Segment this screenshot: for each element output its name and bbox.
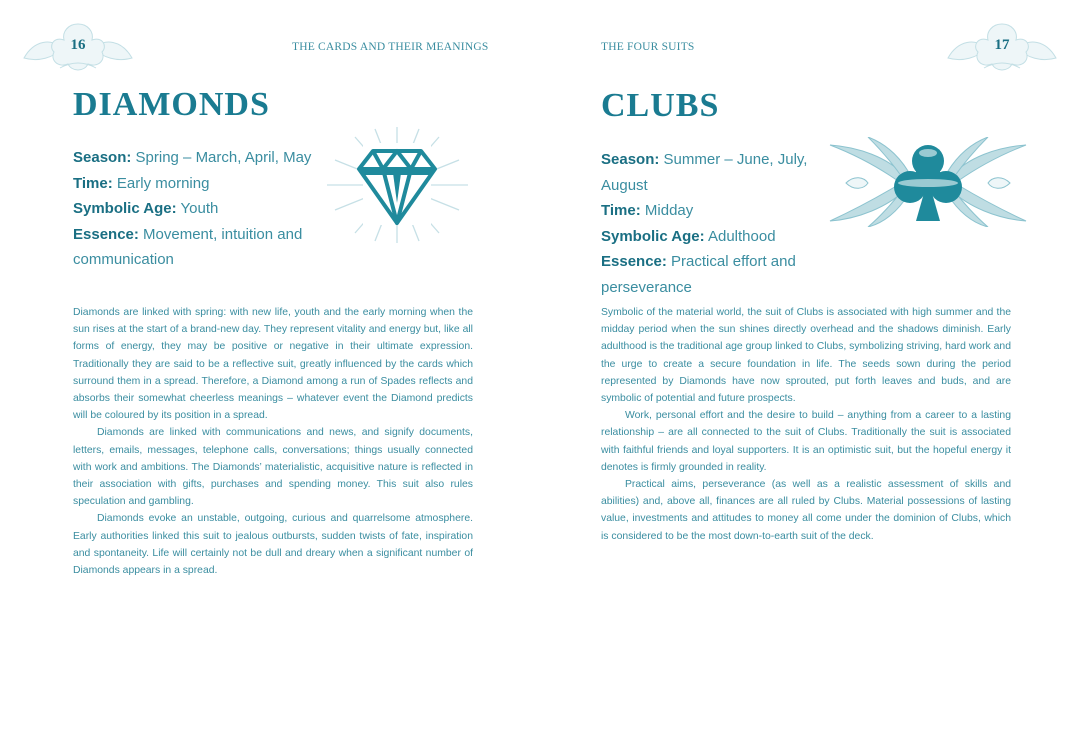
club-icon bbox=[828, 137, 1028, 227]
attribute-label: Symbolic Age: bbox=[601, 227, 705, 245]
paragraph: Work, personal effort and the desire to build – anything from a career to a lasting relationship – are all connected to the suit of Clubs. Traditionally the suit is associated with faithful friends and loyal supporters. It is an optimistic suit, but the hopeful energy it denotes is firmly grounded in reality. bbox=[601, 410, 1011, 473]
attribute-symbolic-age bbox=[601, 224, 836, 250]
attribute-value: Movement, intuition and communication bbox=[73, 225, 303, 268]
running-head: THE FOUR SUITS bbox=[601, 41, 695, 53]
attribute-label: Season: bbox=[73, 149, 132, 166]
attribute-time bbox=[73, 171, 313, 197]
attribute-season bbox=[601, 147, 836, 198]
attribute-season bbox=[73, 145, 313, 171]
attribute-label: Time: bbox=[73, 174, 113, 192]
club-emblem bbox=[828, 137, 1028, 232]
diamond-emblem bbox=[325, 125, 470, 250]
paragraph: Diamonds are linked with communications and news, and signify documents, letters, emails, messages, telephone calls, conversations; things usually connected with work and ambitions. The Diamonds’ materialistic, acquisitive nature is reflected in their association with gifts, purchases and spending money. This suit also rules speculation and gambling. bbox=[73, 427, 473, 508]
attribute-label: Symbolic Age: bbox=[73, 200, 177, 217]
attribute-value: Midday bbox=[640, 202, 694, 219]
suit-title: DIAMONDS bbox=[73, 86, 270, 123]
attribute-label: Essence: bbox=[601, 253, 667, 270]
attribute-label: Season: bbox=[601, 151, 660, 168]
paragraph: Symbolic of the material world, the suit of Clubs is associated with high summer and the midday period when the sun shines directly overhead and the shadows diminish. Early adulthood is the traditional age group linked to Clubs, symbolizing striving, hard work and the urge to create a secure foundation in life. The seeds sown during the period represented by Diamonds have now sprouted, put forth leaves and buds, and are symbolic of potential and future prospects. bbox=[601, 307, 1011, 405]
attribute-label: Essence: bbox=[73, 225, 139, 243]
suit-attributes bbox=[73, 145, 313, 273]
attribute-value: Practical effort and perseverance bbox=[601, 253, 796, 296]
attribute-essence bbox=[601, 249, 836, 300]
attribute-value: Summer – June, July, August bbox=[601, 151, 808, 194]
attribute-time bbox=[601, 198, 836, 224]
suit-attributes bbox=[601, 147, 836, 300]
attribute-value: Youth bbox=[176, 200, 219, 217]
attribute-value: Adulthood bbox=[704, 227, 776, 245]
running-head: THE CARDS AND THEIR MEANINGS bbox=[292, 41, 489, 53]
right-page bbox=[540, 0, 1080, 739]
paragraph: Diamonds are linked with spring: with new life, youth and the early morning when the sun rises at the start of a brand-new day. They represent vitality and energy but, like all forms of energy, they may be positive or negative in their ultimate expression. Traditionally they are said to be a reflective suit, greatly influenced by the cards which surround them in a spread. Therefore, a Diamond among a run of Spades reflects and absorbs their somewhat cheerless meanings – whatever event the Diamond predicts will be coloured by its position in a spread. bbox=[73, 307, 473, 422]
attribute-label: Time: bbox=[601, 202, 641, 219]
suit-title: CLUBS bbox=[601, 87, 720, 124]
attribute-value: Early morning bbox=[112, 174, 210, 192]
page-number-ornament bbox=[944, 18, 1060, 74]
attribute-value: Spring – March, April, May bbox=[131, 149, 312, 166]
attribute-essence bbox=[73, 222, 313, 273]
attribute-symbolic-age bbox=[73, 196, 313, 222]
body-text bbox=[601, 304, 1011, 545]
page-number: 16 bbox=[70, 37, 86, 53]
page-number-ornament bbox=[20, 18, 136, 74]
paragraph: Practical aims, perseverance (as well as a realistic assessment of skills and abilities) and, above all, finances are all ruled by Clubs. Material possessions of lasting value, investments and attitudes to money all come under the dominion of Clubs, which is considered to be the most down-to-earth suit of the deck. bbox=[601, 479, 1011, 542]
diamond-icon bbox=[325, 125, 470, 245]
page-number: 17 bbox=[994, 37, 1010, 53]
paragraph: Diamonds evoke an unstable, outgoing, curious and quarrelsome atmosphere. Early authorities linked this suit to jealous outbursts, sudden twists of fate, inspiration and spontaneity. Life will certainly not be dull and dreary when a significant number of Diamonds appears in a spread. bbox=[73, 513, 473, 577]
body-text bbox=[73, 304, 473, 579]
